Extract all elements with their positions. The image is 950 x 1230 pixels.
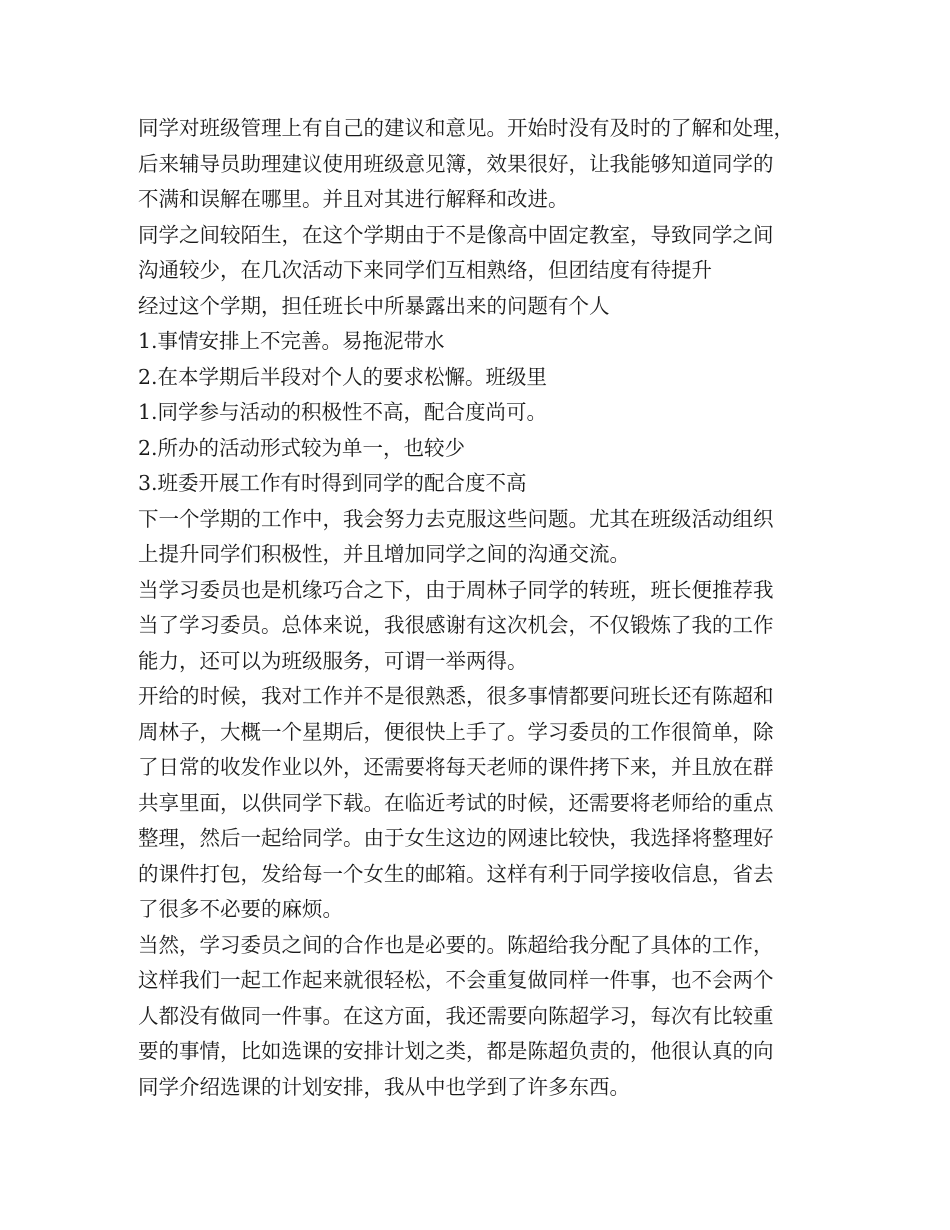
list-item: 2.在本学期后半段对个人的要求松懈。班级里 [138,364,548,389]
list-item: 3.班委开展工作有时得到同学的配合度不高 [138,471,527,495]
text-line: 整理，然后一起给同学。由于女生这边的网速比较快，我选择将整理好 [138,826,774,850]
list-item: 1.同学参与活动的积极性不高，配合度尚可。 [138,400,548,424]
list-item: 1.事情安排上不完善。易拖泥带水 [138,329,445,353]
text-line: 了很多不必要的麻烦。 [138,897,343,921]
text-line: 这样我们一起工作起来就很轻松，不会重复做同样一件事，也不会两个 [138,968,774,992]
text-line: 能力，还可以为班级服务，可谓一举两得。 [138,648,528,673]
text-line: 了日常的收发作业以外，还需要将每天老师的课件拷下来，并且放在群 [138,755,774,779]
text-line: 要的事情，比如选课的安排计划之类，都是陈超负责的，他很认真的向 [138,1039,774,1063]
text-line: 共享里面，以供同学下载。在临近考试的时候，还需要将老师给的重点 [138,790,774,815]
document-body [138,111,828,1105]
text-line: 当然，学习委员之间的合作也是必要的。陈超给我分配了具体的工作， [138,932,774,957]
text-line: 沟通较少，在几次活动下来同学们互相熟络，但团结度有待提升 [138,258,712,282]
text-line: 上提升同学们积极性，并且增加同学之间的沟通交流。 [138,542,630,566]
text-line: 同学对班级管理上有自己的建议和意见。开始时没有及时的了解和处理， [138,116,794,140]
text-line: 同学介绍选课的计划安排，我从中也学到了许多东西。 [138,1074,630,1099]
text-line: 不满和误解在哪里。并且对其进行解释和改进。 [138,187,569,211]
text-line: 周林子，大概一个星期后，便很快上手了。学习委员的工作很简单，除 [138,719,774,744]
text-line: 当学习委员也是机缘巧合之下，由于周林子同学的转班，班长便推荐我 [138,577,774,602]
text-line: 后来辅导员助理建议使用班级意见簿，效果很好，让我能够知道同学的 [138,151,774,176]
text-line: 人都没有做同一件事。在这方面，我还需要向陈超学习，每次有比较重 [138,1003,774,1028]
text-line: 同学之间较陌生，在这个学期由于不是像高中固定教室，导致同学之间 [138,222,774,247]
text-line: 开给的时候，我对工作并不是很熟悉，很多事情都要问班长还有陈超和 [138,684,774,708]
text-line: 经过这个学期，担任班长中所暴露出来的问题有个人 [138,293,610,318]
text-line: 当了学习委员。总体来说，我很感谢有这次机会，不仅锻炼了我的工作 [138,613,774,637]
text-line: 的课件打包，发给每一个女生的邮箱。这样有利于同学接收信息，省去 [138,861,774,886]
text-line: 下一个学期的工作中，我会努力去克服这些问题。尤其在班级活动组织 [138,506,774,531]
list-item: 2.所办的活动形式较为单一，也较少 [138,435,466,460]
